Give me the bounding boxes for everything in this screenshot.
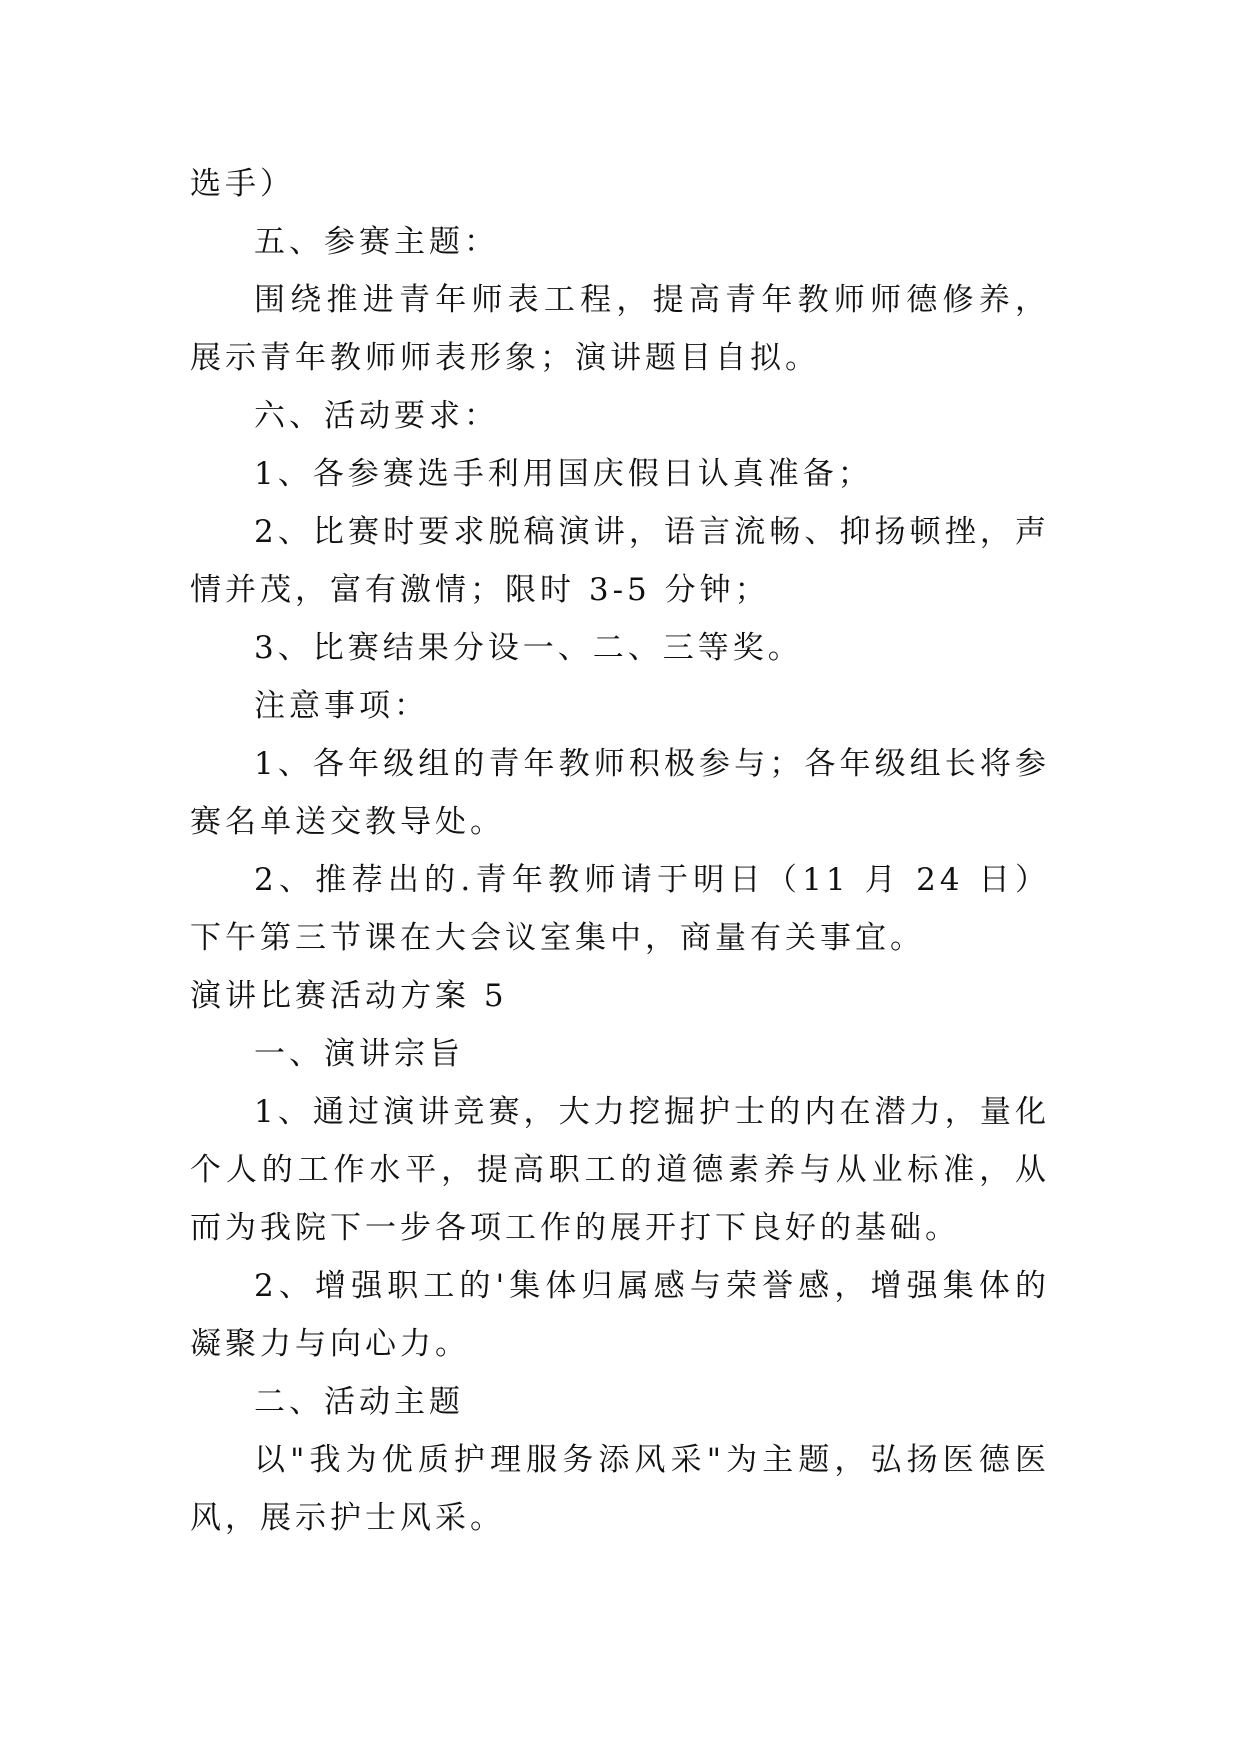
purpose-item-1: 1、通过演讲竞赛，大力挖掘护士的内在潜力，量化个人的工作水平，提高职工的道德素养与从业标准，从而为我院下一步各项工作的展开打下良好的基础。	[190, 1094, 1050, 1246]
section-heading-purpose: 一、演讲宗旨	[254, 1036, 464, 1072]
section-heading-theme: 五、参赛主题：	[254, 224, 499, 260]
requirement-item-1: 1、各参赛选手利用国庆假日认真准备；	[254, 456, 873, 492]
document-body	[190, 155, 1050, 1547]
note-item-2: 2、推荐出的.青年教师请于明日（11 月 24 日）下午第三节课在大会议室集中，商量有关事宜。	[190, 862, 1050, 956]
note-item-1: 1、各年级组的青年教师积极参与；各年级组长将参赛名单送交教导处。	[190, 746, 1050, 840]
paragraph-activity-theme: 以"我为优质护理服务添风采"为主题，弘扬医德医风，展示护士风采。	[190, 1442, 1050, 1536]
section-heading-requirements: 六、活动要求：	[254, 398, 499, 434]
section-heading-activity-theme: 二、活动主题	[254, 1384, 464, 1420]
section-heading-notes: 注意事项：	[254, 688, 429, 724]
paragraph-continuation: 选手）	[190, 166, 295, 202]
requirement-item-3: 3、比赛结果分设一、二、三等奖。	[254, 630, 803, 666]
requirement-item-2: 2、比赛时要求脱稿演讲，语言流畅、抑扬顿挫，声情并茂，富有激情；限时 3-5 分钟；	[190, 514, 1050, 608]
purpose-item-2: 2、增强职工的'集体归属感与荣誉感，增强集体的凝聚力与向心力。	[190, 1268, 1050, 1362]
paragraph-theme: 围绕推进青年师表工程，提高青年教师师德修养，展示青年教师师表形象；演讲题目自拟。	[190, 282, 1050, 376]
plan-title: 演讲比赛活动方案 5	[190, 978, 508, 1014]
